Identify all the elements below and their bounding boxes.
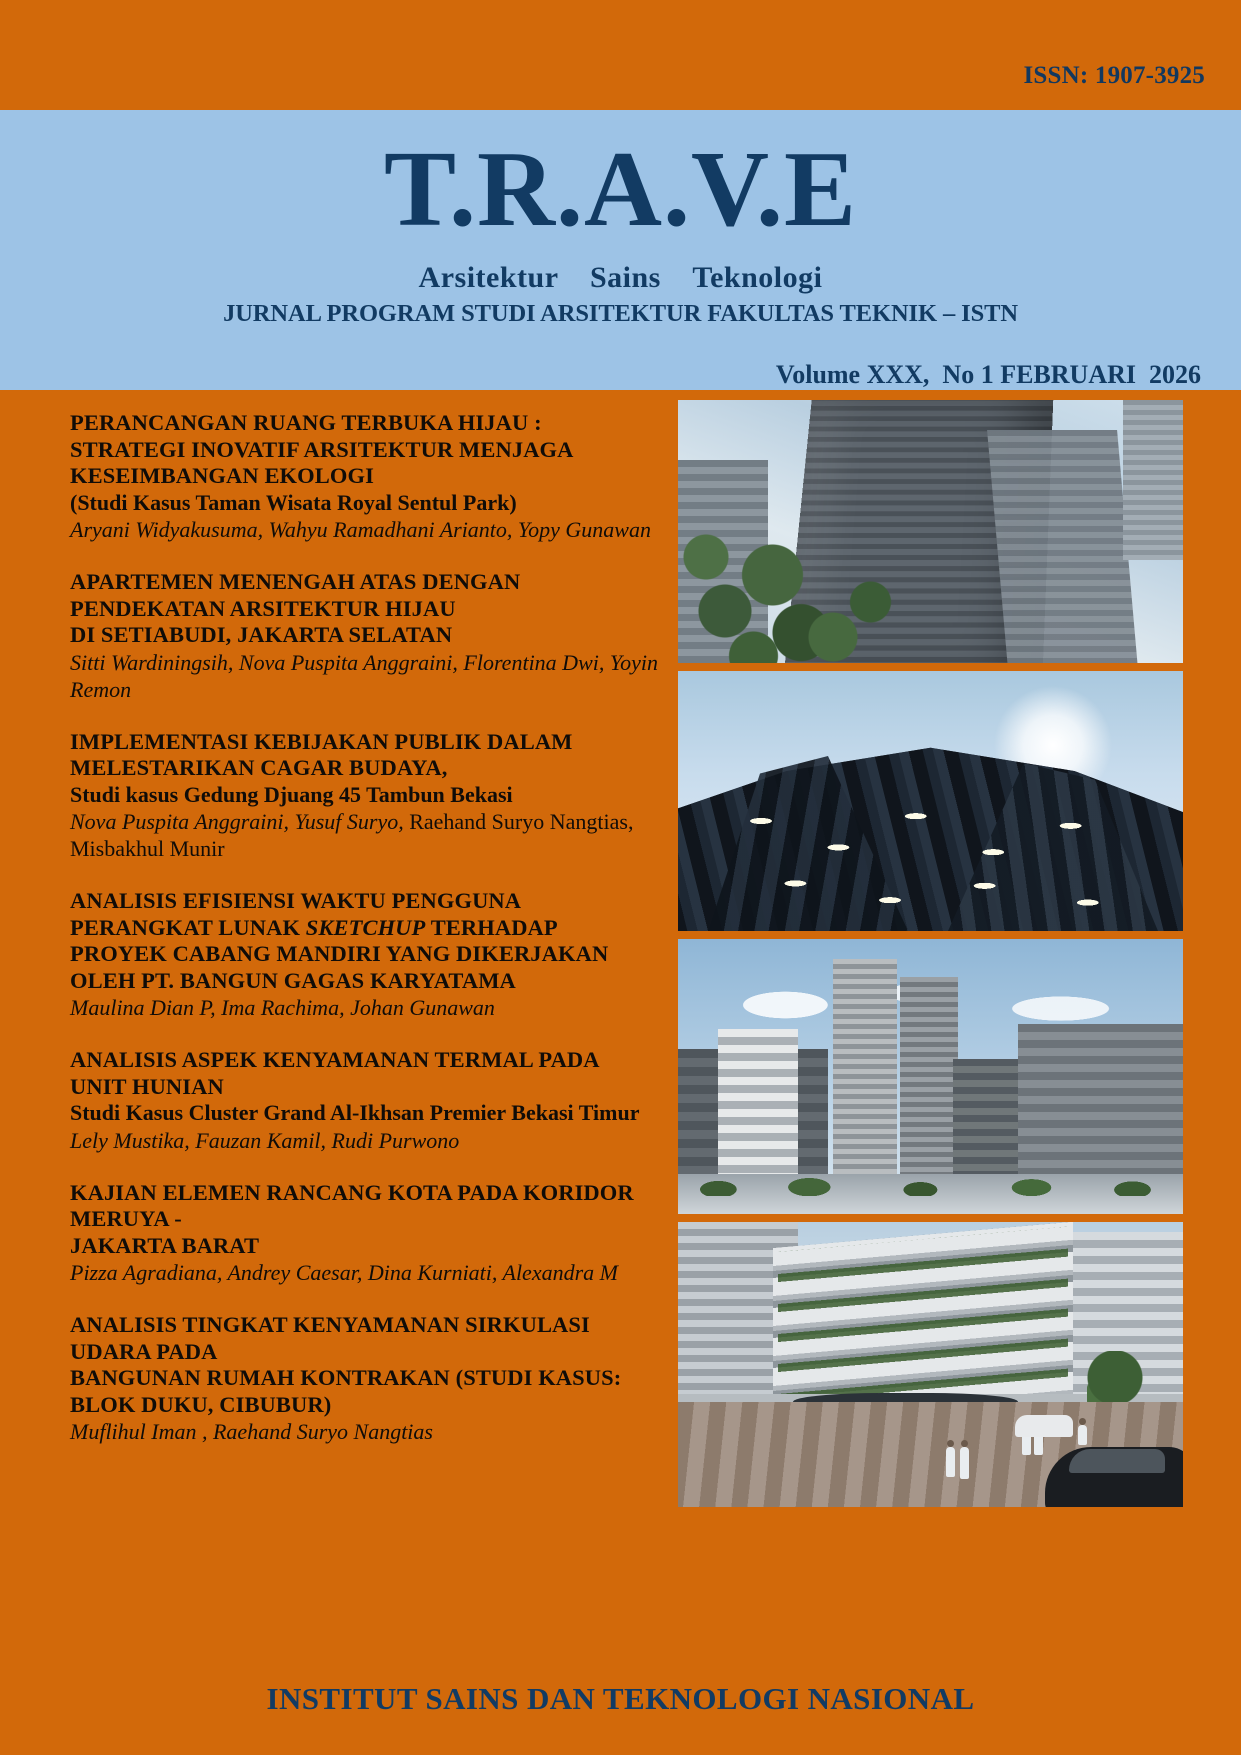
article-title-line: ANALISIS EFISIENSI WAKTU PENGGUNA bbox=[70, 888, 522, 913]
background-tower bbox=[1123, 400, 1183, 560]
toc-entry bbox=[70, 410, 660, 543]
table-of-contents bbox=[70, 410, 660, 1445]
article-title bbox=[70, 729, 660, 782]
article-title-line: PERANGKAT LUNAK SKETCHUP TERHADAP bbox=[70, 914, 558, 940]
journal-title: T.R.A.V.E bbox=[383, 130, 858, 249]
article-title-line: BLOK DUKU, CIBUBUR) bbox=[70, 1391, 332, 1417]
institution-footer: INSTITUT SAINS DAN TEKNOLOGI NASIONAL bbox=[266, 1681, 975, 1716]
article-authors: Lely Mustika, Fauzan Kamil, Rudi Purwono bbox=[70, 1127, 460, 1153]
right-block bbox=[1018, 1024, 1183, 1199]
interior-lights bbox=[718, 797, 1148, 917]
secondary-tower bbox=[987, 430, 1139, 663]
twin-tower-right bbox=[900, 977, 958, 1175]
article-authors bbox=[70, 808, 660, 862]
volume-issue-date: Volume XXX, No 1 FEBRUARI 2026 bbox=[775, 360, 1201, 389]
cover-photo-column bbox=[678, 400, 1183, 1507]
article-authors: Aryani Widyakusuma, Wahyu Ramadhani Arianto, Yopy Gunawan bbox=[70, 517, 651, 542]
cover-photo-plaza bbox=[678, 1222, 1183, 1507]
article-title-line: ANALISIS ASPEK KENYAMANAN TERMAL PADA bbox=[70, 1047, 600, 1072]
article-title bbox=[70, 888, 660, 994]
article-title-line: MELESTARIKAN CAGAR BUDAYA, bbox=[70, 755, 448, 780]
issn-text: ISSN: 1907-3925 bbox=[1023, 62, 1205, 89]
toc-entry bbox=[70, 729, 660, 863]
article-title-line: DI SETIABUDI, JAKARTA SELATAN bbox=[70, 622, 453, 647]
journal-subtitle-program: JURNAL PROGRAM STUDI ARSITEKTUR FAKULTAS TEKNIK – ISTN bbox=[223, 300, 1018, 327]
article-title bbox=[70, 1312, 660, 1418]
article-title-line: OLEH PT. BANGUN GAGAS KARYATAMA bbox=[70, 967, 516, 993]
toc-entry bbox=[70, 888, 660, 1021]
article-title-line: PERANCANGAN RUANG TERBUKA HIJAU : bbox=[70, 410, 542, 435]
top-orange-band bbox=[0, 0, 1241, 110]
article-title-line: JAKARTA BARAT bbox=[70, 1232, 260, 1258]
article-authors-roman-part: Raehand Suryo Nangtias, Misbakhul Munir bbox=[70, 809, 634, 861]
background-car bbox=[1015, 1415, 1073, 1437]
journal-subtitle-disciplines: Arsitektur Sains Teknologi bbox=[418, 261, 823, 294]
article-title bbox=[70, 1047, 660, 1100]
article-title-italic-word: SKETCHUP bbox=[305, 914, 426, 940]
article-title bbox=[70, 410, 660, 490]
car-window bbox=[1069, 1449, 1165, 1473]
article-title-line: MERUYA - bbox=[70, 1206, 182, 1231]
article-title bbox=[70, 1180, 660, 1260]
article-authors: Sitti Wardiningsih, Nova Puspita Anggraini, Florentina Dwi, Yoyin Remon bbox=[70, 649, 658, 702]
article-title-line: IMPLEMENTASI KEBIJAKAN PUBLIK DALAM bbox=[70, 728, 573, 754]
toc-entry bbox=[70, 569, 660, 703]
article-title-line: BANGUNAN RUMAH KONTRAKAN (STUDI KASUS: bbox=[70, 1365, 622, 1390]
article-authors: Pizza Agradiana, Andrey Caesar, Dina Kurniati, Alexandra M bbox=[70, 1260, 618, 1285]
pedestrian bbox=[946, 1447, 955, 1477]
article-subtitle: (Studi Kasus Taman Wisata Royal Sentul Park) bbox=[70, 489, 517, 515]
article-authors-italic-part: Nova Puspita Anggraini, Yusuf Suryo, bbox=[70, 809, 404, 834]
toc-entry bbox=[70, 1047, 660, 1154]
article-title bbox=[70, 569, 660, 649]
cover-photo-dark-facade bbox=[678, 671, 1183, 931]
pedestrian bbox=[1078, 1425, 1087, 1445]
article-authors: Maulina Dian P, Ima Rachima, Johan Gunawan bbox=[70, 995, 495, 1020]
article-title-line: PROYEK CABANG MANDIRI YANG DIKERJAKAN bbox=[70, 941, 609, 966]
article-title-line: ANALISIS TINGKAT KENYAMANAN SIRKULASI bbox=[70, 1312, 590, 1337]
article-title-line: UNIT HUNIAN bbox=[70, 1073, 224, 1099]
article-title-line: APARTEMEN MENENGAH ATAS DENGAN bbox=[70, 569, 521, 594]
article-title-line: STRATEGI INOVATIF ARSITEKTUR MENJAGA bbox=[70, 436, 574, 462]
article-subtitle: Studi kasus Gedung Djuang 45 Tambun Bekasi bbox=[70, 781, 513, 807]
street-trees bbox=[678, 1174, 1183, 1196]
article-title-line: UDARA PADA bbox=[70, 1338, 218, 1364]
foreground-tree bbox=[773, 553, 923, 663]
article-subtitle: Studi Kasus Cluster Grand Al-Ikhsan Premier Bekasi Timur bbox=[70, 1100, 640, 1125]
pedestrian bbox=[960, 1447, 969, 1479]
toc-entry bbox=[70, 1312, 660, 1445]
twin-tower-left bbox=[833, 959, 897, 1174]
article-authors: Muflihul Iman , Raehand Suryo Nangtias bbox=[70, 1419, 433, 1444]
toc-entry bbox=[70, 1180, 660, 1287]
article-title-line: KAJIAN ELEMEN RANCANG KOTA PADA KORIDOR bbox=[70, 1179, 634, 1205]
cover-photo-city-block bbox=[678, 939, 1183, 1214]
article-title-line: PENDEKATAN ARSITEKTUR HIJAU bbox=[70, 595, 456, 621]
cover-photo-glass-tower bbox=[678, 400, 1183, 663]
article-title-line: KESEIMBANGAN EKOLOGI bbox=[70, 463, 374, 488]
masthead-panel bbox=[0, 110, 1241, 390]
